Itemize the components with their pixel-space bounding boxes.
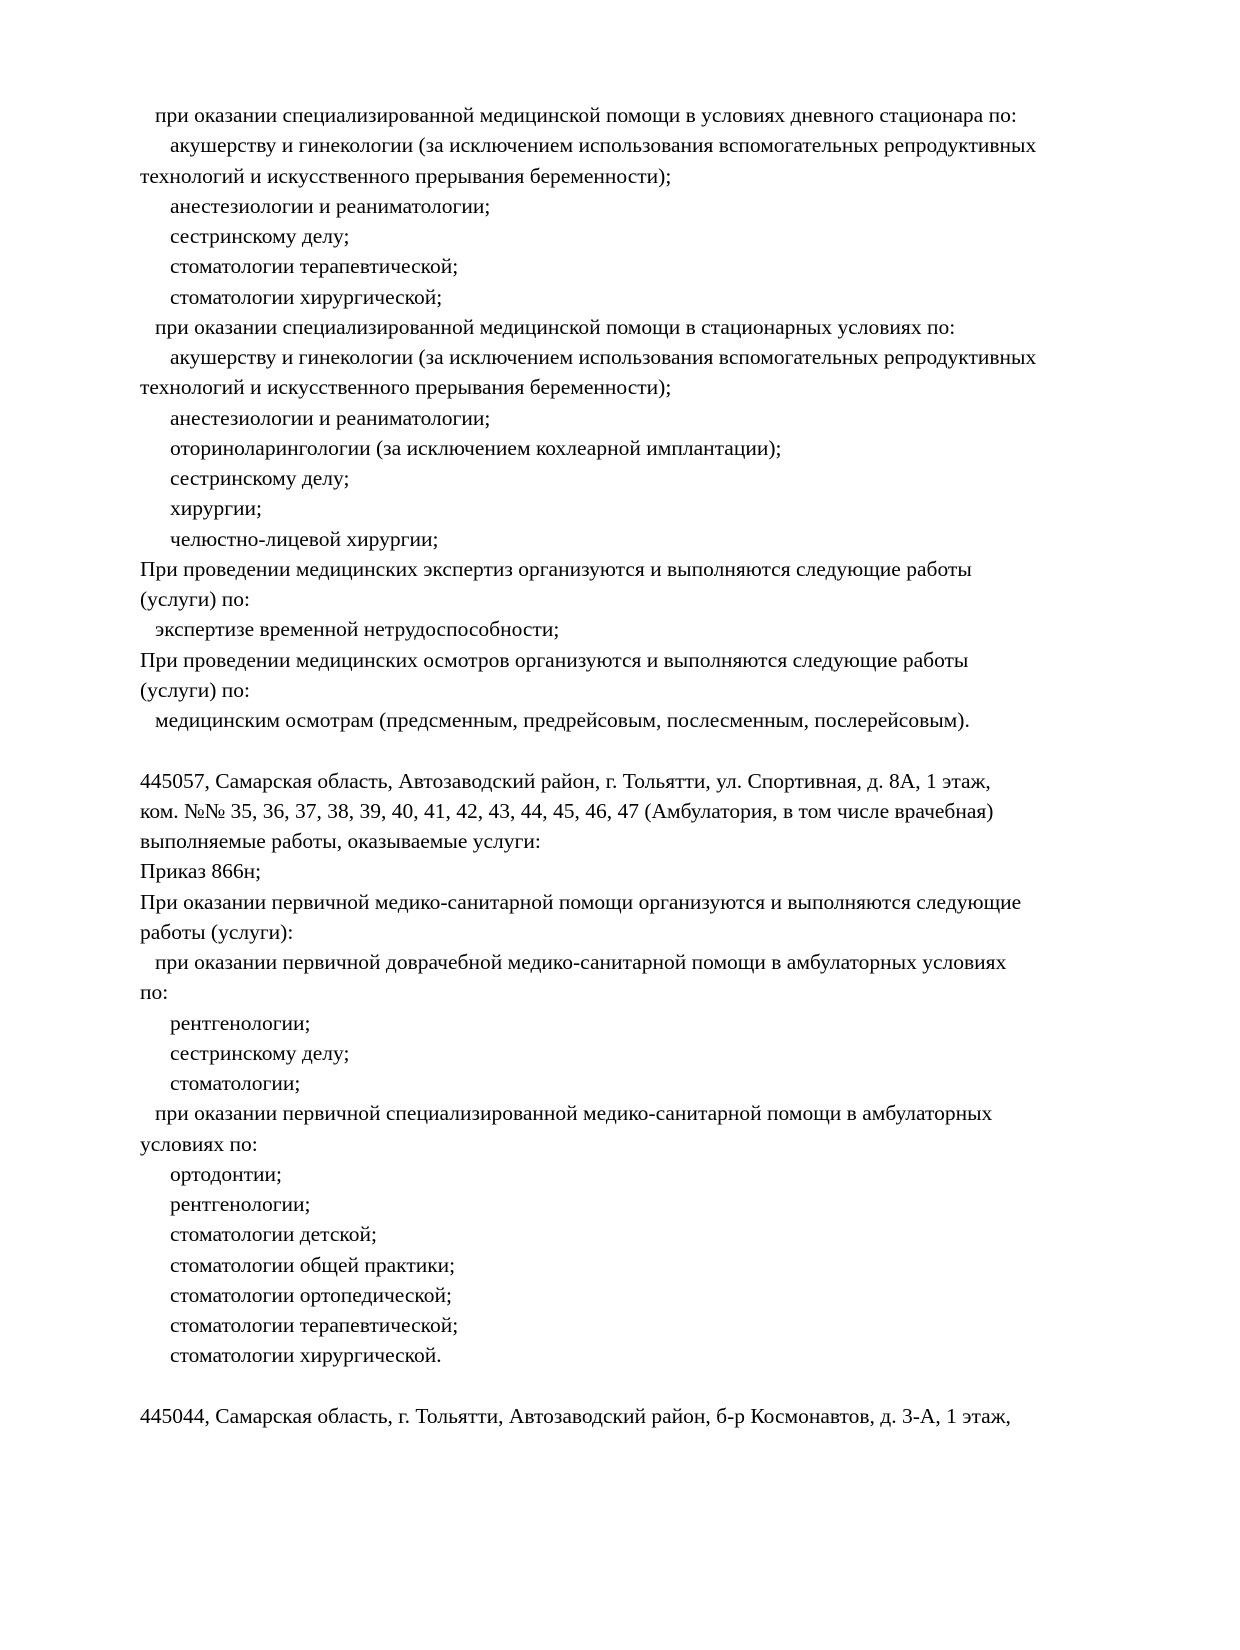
text-line: анестезиологии и реаниматологии; [170,405,491,430]
text-line: При оказании первичной медико-санитарной помощи организуются и выполняются следующие [140,889,1022,914]
text-line: экспертизе временной нетрудоспособности; [155,617,560,642]
text-line: стоматологии терапевтической; [170,254,459,279]
text-line: 445057, Самарская область, Автозаводский район, г. Тольятти, ул. Спортивная, д. 8А, 1 этаж, [140,768,991,793]
text-line: челюстно-лицевой хирургии; [170,526,439,551]
text-line: При проведении медицинских экспертиз организуются и выполняются следующие работы [140,556,972,581]
text-line: технологий и искусственного прерывания беременности); [140,163,672,188]
text-line: по: [140,980,169,1005]
text-line: сестринскому делу; [170,224,350,248]
text-line: при оказании специализированной медицинской помощи в условиях дневного стационара по: [155,103,1017,127]
text-line: хирургии; [170,496,263,521]
text-line: стоматологии терапевтической; [170,1313,459,1337]
text-line: при оказании специализированной медицинской помощи в стационарных условиях по: [155,314,956,339]
text-line: выполняемые работы, оказываемые услуги: [140,829,541,853]
text-line: технологий и искусственного прерывания беременности); [140,375,672,400]
text-line [140,735,1210,765]
text-line: При проведении медицинских осмотров организуются и выполняются следующие работы [140,647,969,672]
text-line: медицинским осмотрам (предсменным, предрейсовым, послесменным, послерейсовым). [155,708,970,732]
text-line: стоматологии ортопедической; [170,1282,453,1307]
text-line: (услуги) по: [140,587,251,611]
text-line: Приказ 866н; [140,859,262,884]
text-line: стоматологии общей практики; [170,1252,456,1277]
text-line: 445044, Самарская область, г. Тольятти, Автозаводский район, б-р Космонавтов, д. 3-А, 1 этаж, [140,1403,1011,1428]
text-line: сестринскому делу; [170,1040,350,1065]
text-line: акушерству и гинекологии (за исключением использования вспомогательных репродуктивных [170,133,1037,158]
text-line: анестезиологии и реаниматологии; [170,193,491,218]
document-text [140,100,1210,1431]
text-line: оториноларингологии (за исключением кохлеарной имплантации); [170,435,782,460]
text-line: стоматологии хирургической; [170,284,443,309]
text-line: рентгенологии; [170,1010,311,1035]
text-line: акушерству и гинекологии (за исключением использования вспомогательных репродуктивных [170,345,1037,369]
text-line: сестринскому делу; [170,466,350,490]
text-line: рентгенологии; [170,1192,311,1216]
text-line: стоматологии детской; [170,1222,377,1247]
text-line: условиях по: [140,1131,258,1156]
text-line: (услуги) по: [140,677,251,702]
text-line: ортодонтии; [170,1161,283,1186]
text-line: при оказании первичной доврачебной медико-санитарной помощи в амбулаторных условиях [155,950,1007,974]
text-line: ком. №№ 35, 36, 37, 38, 39, 40, 41, 42, 43, 44, 45, 46, 47 (Амбулатория, в том числе врачебная) [140,798,994,823]
text-line: стоматологии; [170,1071,301,1095]
text-line [140,1371,1210,1401]
text-line: работы (услуги): [140,919,294,944]
text-line: при оказании первичной специализированной медико-санитарной помощи в амбулаторных [155,1101,993,1126]
text-line: стоматологии хирургической. [170,1343,442,1368]
